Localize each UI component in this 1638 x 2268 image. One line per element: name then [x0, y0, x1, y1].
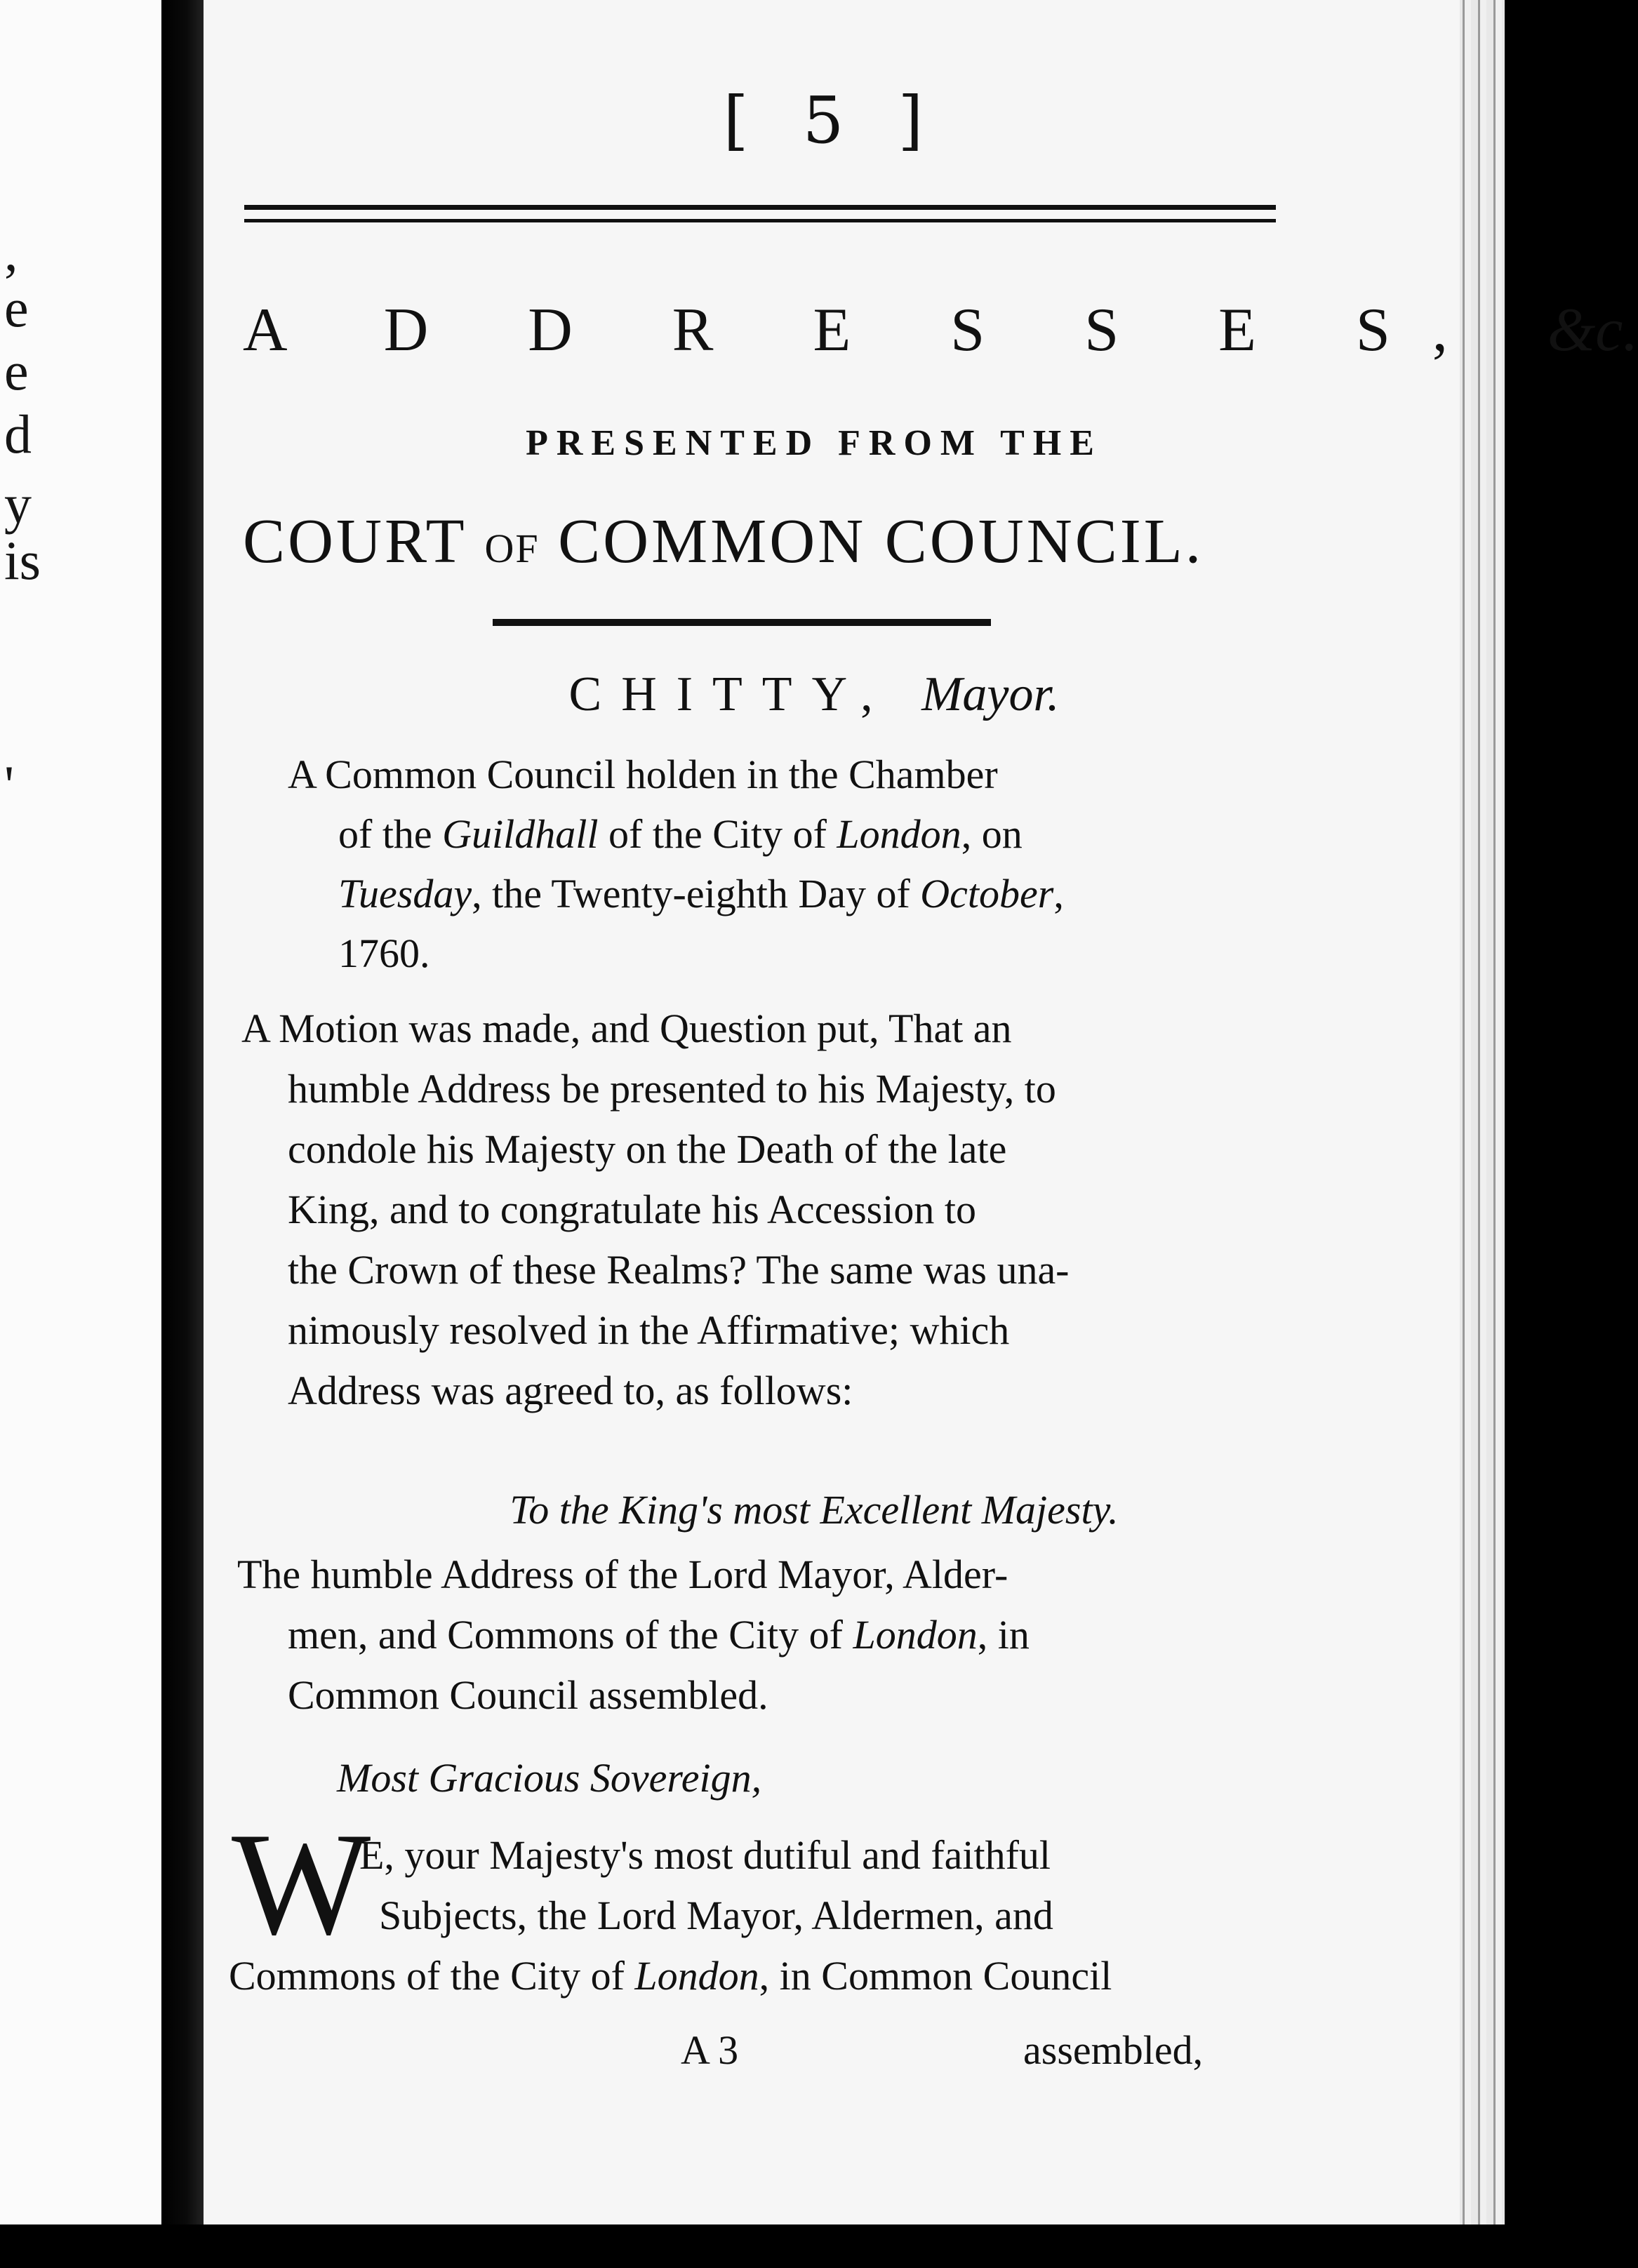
header-double-rule [244, 205, 1276, 226]
address-heading: To the King's most Excellent Majesty. [510, 1487, 1119, 1533]
page-title [243, 295, 1638, 366]
court-word: COURT [243, 507, 466, 576]
title-main: A D D R E S S E S, [243, 296, 1490, 364]
para2-line: nimously resolved in the Affirmative; which [288, 1307, 1010, 1353]
para2-line: A Motion was made, and Question put, That an [241, 1006, 1012, 1051]
salutation: Most Gracious Sovereign, [337, 1755, 762, 1801]
book-page [204, 0, 1638, 2224]
para1-line: A Common Council holden in the Chamber [288, 752, 998, 797]
para4-line: Subjects, the Lord Mayor, Aldermen, and [379, 1893, 1053, 1938]
book-gutter [161, 0, 204, 2268]
facing-page-fragment [0, 0, 161, 2246]
facing-glyph: , [4, 221, 18, 282]
court-heading [243, 505, 1281, 578]
para2-line: King, and to congratulate his Accession to [288, 1187, 976, 1232]
para2-line: humble Address be presented to his Majesty, to [288, 1066, 1056, 1112]
para3-line: Common Council assembled. [288, 1672, 768, 1718]
scan-border [0, 2224, 1505, 2268]
para2-line: Address was agreed to, as follows: [288, 1368, 853, 1413]
facing-glyph: d [4, 403, 32, 465]
para2-line: condole his Majesty on the Death of the late [288, 1126, 1007, 1172]
facing-glyph: e [4, 277, 29, 338]
para1-line: of the Guildhall of the City of London, on [338, 811, 1023, 857]
facing-glyph: ' [4, 754, 15, 815]
mayor-name: CHITTY, [568, 667, 893, 721]
mayor-title: Mayor. [921, 667, 1060, 721]
mayor-heading [204, 667, 1425, 723]
signature-mark: A 3 [681, 2027, 739, 2073]
page-number: [ 5 ] [723, 83, 940, 158]
para1-line: Tuesday, the Twenty-eighth Day of October, [338, 871, 1064, 916]
para3-line: men, and Commons of the City of London, in [288, 1612, 1030, 1657]
facing-glyph: y [4, 474, 32, 535]
court-common-council: COMMON COUNCIL. [558, 507, 1204, 576]
para4-line: E, your Majesty's most dutiful and faithful [359, 1832, 1051, 1878]
facing-glyph: is [4, 530, 41, 591]
subtitle: PRESENTED FROM THE [526, 423, 1103, 463]
court-of: OF [484, 526, 540, 571]
para1-line: 1760. [338, 930, 430, 976]
facing-glyph: e [4, 340, 29, 401]
title-etc: &c. [1547, 296, 1638, 364]
para4-line: Commons of the City of London, in Common Council [229, 1953, 1112, 1999]
para3-line: The humble Address of the Lord Mayor, Alder- [237, 1552, 1008, 1597]
para2-line: the Crown of these Realms? The same was una- [288, 1247, 1070, 1293]
section-rule [493, 619, 991, 626]
drop-cap: W [232, 1803, 371, 1966]
catchword: assembled, [1023, 2027, 1204, 2073]
